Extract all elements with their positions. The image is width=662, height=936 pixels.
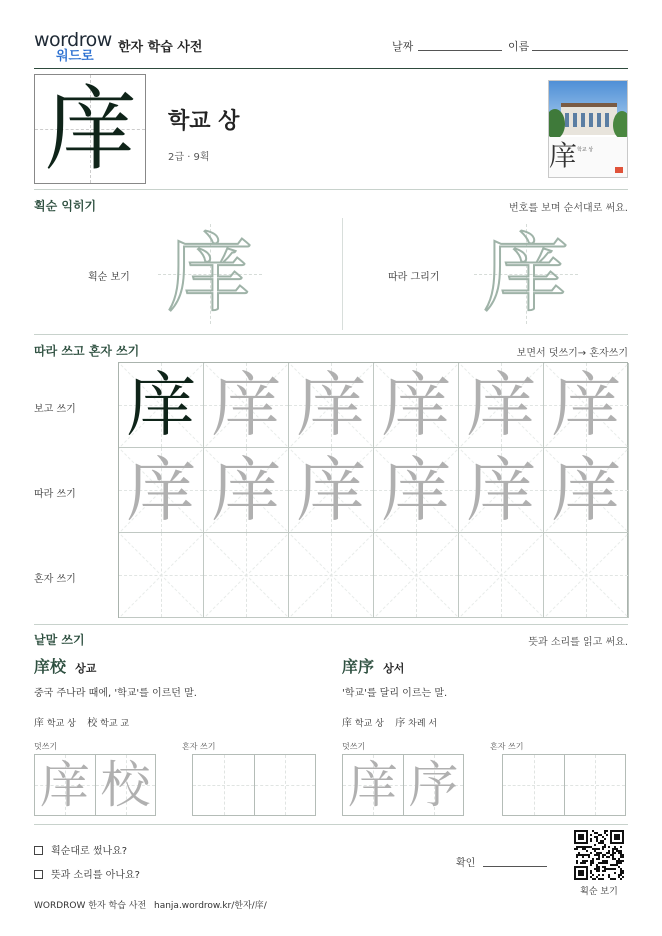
stroke-section-hint: 번호를 보며 순서대로 써요. — [509, 203, 628, 214]
practice-grid — [118, 362, 628, 618]
vocab-definition: 중국 주나라 때에, '학교'를 이르던 말. — [34, 688, 197, 699]
vocab-parts — [342, 714, 437, 729]
wordrow-logo[interactable] — [34, 30, 124, 66]
trace-label: 덧쓰기 — [342, 742, 366, 751]
stroke-divider — [342, 218, 343, 330]
checklist-item-strokes[interactable] — [34, 842, 127, 857]
practice-cell[interactable] — [204, 448, 289, 533]
vocab-parts — [34, 714, 129, 729]
trace-character: 庠 — [296, 449, 367, 531]
checkbox-icon[interactable] — [34, 846, 43, 855]
practice-cell[interactable] — [119, 363, 204, 448]
practice-cell[interactable] — [289, 363, 374, 448]
part-char: 庠 — [34, 718, 44, 729]
part-char: 校 — [87, 718, 98, 729]
practice-section-title: 따라 쓰고 혼자 쓰기 — [34, 344, 140, 358]
qr-label: 획순 보기 — [580, 887, 618, 897]
stroke-trace-frame — [474, 224, 578, 324]
footer-brand: WORDROW 한자 학습 사전 — [34, 901, 147, 911]
vocab-section-divider — [34, 824, 628, 825]
part-char: 庠 — [342, 718, 352, 729]
model-character: 庠 — [126, 364, 197, 446]
practice-cell[interactable] — [544, 533, 629, 618]
vocab-word: 庠校 — [34, 657, 67, 676]
practice-cell[interactable] — [119, 448, 204, 533]
trace-character: 庠 — [466, 449, 537, 531]
row-label-alone: 혼자 쓰기 — [34, 574, 76, 585]
trace-character: 庠 — [381, 449, 452, 531]
confirm-line — [483, 866, 547, 867]
name-label: 이름 — [508, 40, 530, 53]
practice-cell[interactable] — [374, 363, 459, 448]
trace-character: 庠 — [381, 364, 452, 446]
trace-character: 庠 — [551, 364, 622, 446]
vocab-reading: 상서 — [383, 662, 405, 675]
school-illustration — [548, 80, 628, 178]
qr-code-icon[interactable] — [574, 830, 624, 880]
vocab-word: 庠序 — [342, 657, 375, 676]
vocab-section-title: 낱말 쓰기 — [34, 633, 85, 647]
practice-cell[interactable] — [544, 363, 629, 448]
date-label: 날짜 — [392, 40, 414, 53]
practice-cell[interactable] — [119, 533, 204, 618]
trace-character: 庠 — [211, 364, 282, 446]
trace-character: 庠 — [466, 364, 537, 446]
logo-korean: 워드로 — [56, 49, 94, 64]
practice-cell[interactable] — [459, 448, 544, 533]
trace-label: 덧쓰기 — [34, 742, 58, 751]
trace-character: 庠 — [126, 449, 197, 531]
stroke-trace-character: 庠 — [483, 224, 569, 324]
checklist-label: 뜻과 소리를 아나요? — [51, 870, 140, 881]
stroke-trace-label: 따라 그리기 — [388, 272, 440, 283]
practice-cell[interactable] — [374, 448, 459, 533]
practice-cell[interactable] — [459, 533, 544, 618]
practice-section-hint: 보면서 덧쓰기→ 혼자쓰기 — [516, 348, 628, 359]
checklist-label: 획순대로 썼나요? — [51, 846, 128, 857]
logo-wordmark: wordrow — [34, 29, 112, 51]
row-label-view: 보고 쓰기 — [34, 404, 76, 415]
name-line — [532, 50, 628, 51]
practice-section-divider — [34, 624, 628, 625]
part-gloss: 학교 교 — [100, 719, 130, 729]
hero-meaning: 학교 상 — [168, 109, 240, 134]
hero-character: 庠 — [44, 76, 137, 183]
vocab-reading: 상교 — [75, 662, 97, 675]
practice-cell[interactable] — [374, 533, 459, 618]
row-label-trace: 따라 쓰기 — [34, 489, 76, 500]
vocab-trace-box — [342, 754, 464, 816]
footer-url[interactable]: hanja.wordrow.kr/한자/庠/ — [154, 901, 267, 911]
stroke-order-character: 庠 — [167, 224, 253, 324]
part-gloss: 학교 상 — [354, 719, 384, 729]
trace-char: 序 — [408, 756, 459, 814]
part-char: 序 — [395, 718, 406, 729]
trace-character: 庠 — [211, 449, 282, 531]
practice-cell[interactable] — [204, 533, 289, 618]
trace-char: 庠 — [348, 756, 398, 814]
practice-cell[interactable] — [459, 363, 544, 448]
part-gloss: 학교 상 — [46, 719, 76, 729]
vocab-word-2 — [342, 654, 404, 677]
trace-char: 校 — [100, 756, 151, 814]
alone-label: 혼자 쓰기 — [182, 742, 216, 751]
thumb-meaning: 학교 상 — [577, 147, 594, 153]
hero-divider — [34, 189, 628, 190]
practice-cell[interactable] — [544, 448, 629, 533]
checkbox-icon[interactable] — [34, 870, 43, 879]
trace-character: 庠 — [296, 364, 367, 446]
date-line — [418, 50, 502, 51]
part-gloss: 차례 서 — [408, 719, 438, 729]
alone-label: 혼자 쓰기 — [490, 742, 524, 751]
vocab-alone-box — [192, 754, 316, 816]
stroke-section-divider — [34, 334, 628, 335]
header-divider — [34, 68, 628, 69]
confirm-label: 확인 — [456, 858, 476, 869]
practice-cell[interactable] — [289, 533, 374, 618]
stroke-view-frame — [158, 224, 262, 324]
trace-char: 庠 — [40, 756, 90, 814]
hero-character-box — [34, 74, 146, 184]
hero-grade-strokes: 2급 · 9획 — [168, 152, 210, 163]
site-title: 한자 학습 사전 — [118, 40, 203, 55]
stroke-section-title: 획순 익히기 — [34, 199, 97, 213]
vocab-word-1 — [34, 654, 96, 677]
vocab-alone-box — [502, 754, 626, 816]
thumb-character: 庠 — [549, 139, 578, 172]
vocab-definition: '학교'를 달리 이르는 말. — [342, 688, 448, 699]
practice-cell[interactable] — [289, 448, 374, 533]
practice-cell[interactable] — [204, 363, 289, 448]
vocab-trace-box — [34, 754, 156, 816]
stroke-view-label: 획순 보기 — [88, 272, 130, 283]
checklist-item-meaning[interactable] — [34, 866, 140, 881]
trace-character: 庠 — [551, 449, 622, 531]
vocab-section-hint: 뜻과 소리를 읽고 써요. — [528, 637, 628, 648]
